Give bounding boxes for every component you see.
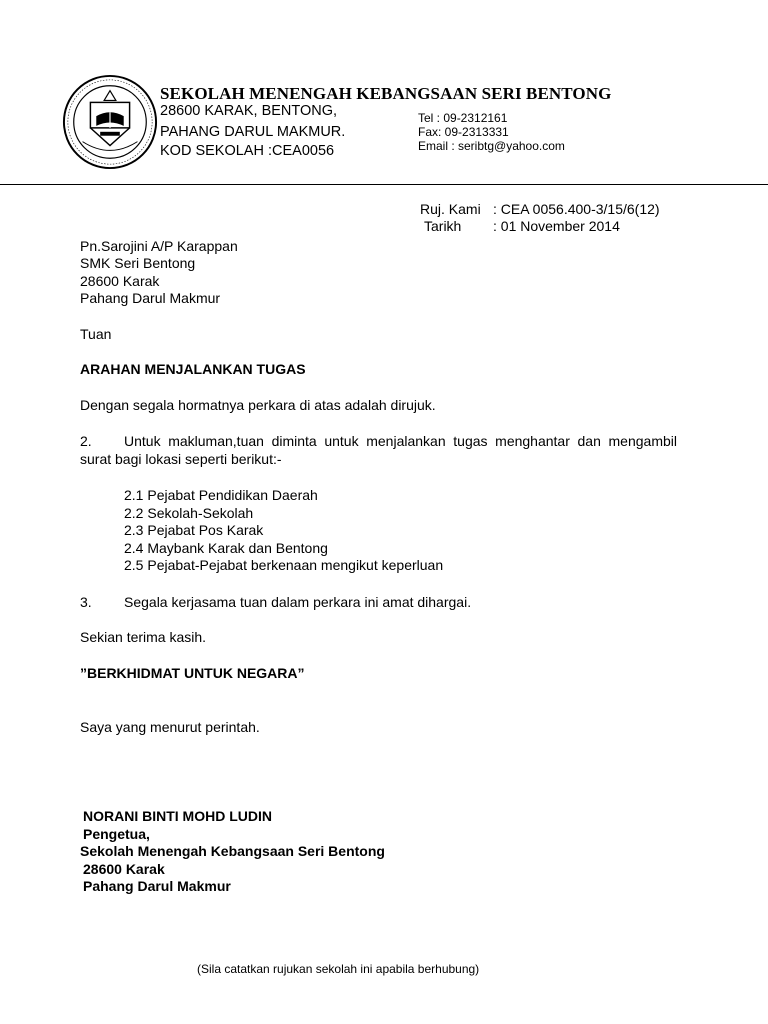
paragraph-3-number: 3. (80, 594, 92, 610)
signatory-school: Sekolah Menengah Kebangsaan Seri Bentong (80, 843, 385, 860)
signatory-state: Pahang Darul Makmur (83, 878, 231, 895)
sign-off: Saya yang menurut perintah. (80, 719, 260, 735)
school-crest-icon (61, 73, 159, 171)
footer-note: (Sila catatkan rujukan sekolah ini apabila berhubung) (197, 962, 480, 976)
signatory-title: Pengetua, (83, 825, 150, 842)
location-list (124, 487, 443, 575)
school-name: SEKOLAH MENENGAH KEBANGSAAN SERI BENTONG (160, 84, 612, 103)
paragraph-2 (80, 433, 677, 468)
list-item: 2.3 Pejabat Pos Karak (124, 522, 264, 539)
ref-value: : CEA 0056.400-3/15/6(12) (493, 201, 660, 217)
ref-label: Ruj. Kami (420, 201, 481, 217)
list-item: 2.2 Sekolah-Sekolah (124, 504, 254, 521)
header-divider (0, 184, 768, 185)
recipient-line: Pahang Darul Makmur (80, 290, 221, 306)
list-item: 2.5 Pejabat-Pejabat berkenaan mengikut keperluan (124, 557, 444, 574)
closing: Sekian terima kasih. (80, 629, 207, 645)
list-item: 2.4 Maybank Karak dan Bentong (124, 539, 328, 556)
signatory-name: NORANI BINTI MOHD LUDIN (83, 808, 272, 824)
salutation: Tuan (80, 326, 112, 342)
address-line: 28600 KARAK, BENTONG, (160, 103, 338, 119)
paragraph-2-number: 2. (80, 433, 92, 449)
paragraph-2-text: Untuk makluman,tuan diminta untuk menjalankan tugas menghantar dan mengambil surat bagi lokasi seperti berikut:- (80, 433, 677, 467)
paragraph-1: Dengan segala hormatnya perkara di atas adalah dirujuk. (80, 397, 436, 413)
recipient-line: SMK Seri Bentong (80, 255, 196, 271)
date-label: Tarikh (424, 218, 462, 234)
subject: ARAHAN MENJALANKAN TUGAS (80, 361, 306, 377)
paragraph-3-text: Segala kerjasama tuan dalam perkara ini amat dihargai. (124, 594, 472, 610)
tel: Tel : 09-2312161 (418, 111, 508, 125)
list-item: 2.1 Pejabat Pendidikan Daerah (124, 487, 318, 503)
fax: Fax: 09-2313331 (418, 125, 509, 139)
recipient-line: 28600 Karak (80, 273, 160, 289)
address-line: PAHANG DARUL MAKMUR. (160, 124, 346, 140)
email: Email : seribtg@yahoo.com (418, 139, 565, 153)
school-code: KOD SEKOLAH :CEA0056 (160, 143, 335, 159)
recipient-name: Pn.Sarojini A/P Karappan (80, 238, 238, 254)
date-value: : 01 November 2014 (493, 218, 620, 234)
signatory-postcode: 28600 Karak (83, 860, 165, 877)
motto: ”BERKHIDMAT UNTUK NEGARA” (80, 665, 305, 681)
signature-block (80, 808, 385, 896)
